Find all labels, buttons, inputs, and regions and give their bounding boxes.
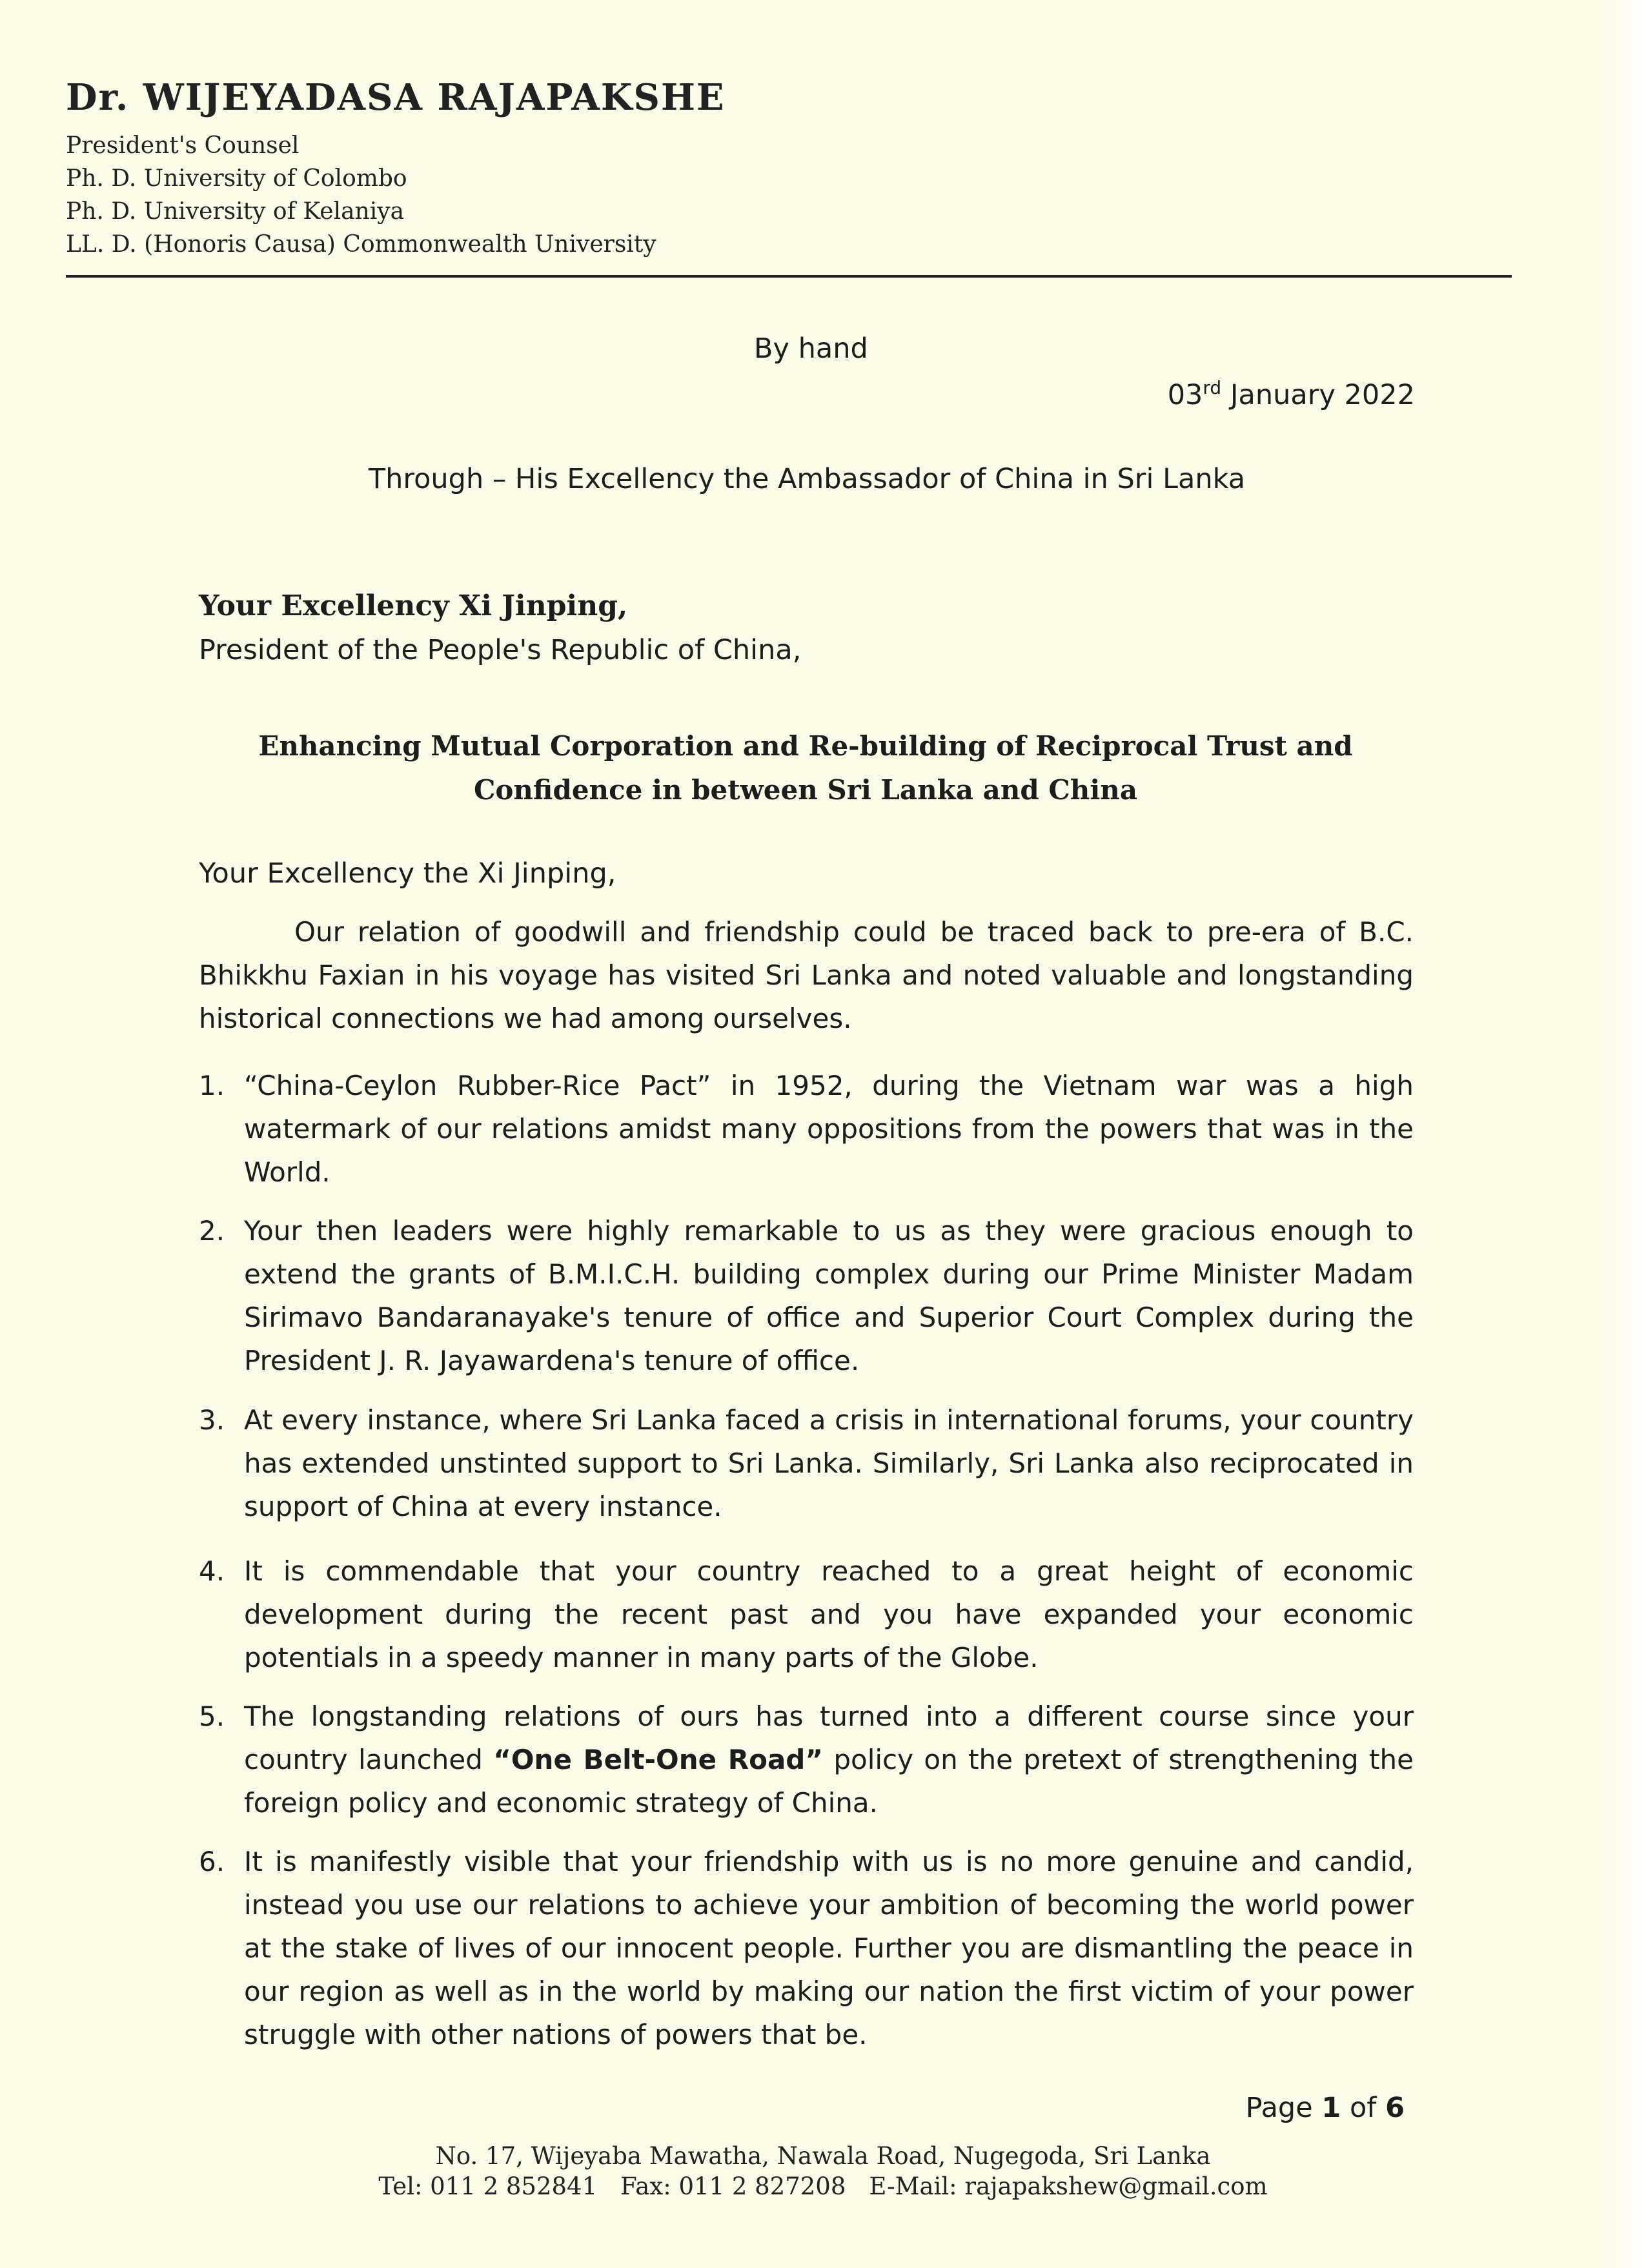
letterhead-divider bbox=[66, 275, 1512, 278]
footer-tel: Tel: 011 2 852841 bbox=[378, 2172, 598, 2200]
item-number: 5. bbox=[199, 1701, 225, 1732]
footer-fax: Fax: 011 2 827208 bbox=[620, 2172, 846, 2200]
item-number: 1. bbox=[199, 1070, 225, 1101]
date-day: 03 bbox=[1167, 379, 1203, 411]
page-of: of bbox=[1349, 2092, 1377, 2124]
item-text: It is manifestly visible that your friendship with us is no more genuine and candid, instead you use our relations to achieve your ambition of becoming the world power at the stake of lives of our innocent people. Further you are dismantling the peace in our region as well as in the world by making our nation the first victim of your power struggle with other nations of powers that be. bbox=[244, 1846, 1414, 2050]
addressee-name: Your Excellency Xi Jinping, bbox=[199, 589, 628, 622]
footer-address: No. 17, Wijeyaba Mawatha, Nawala Road, Nugegoda, Sri Lanka bbox=[435, 2142, 1211, 2170]
intro-paragraph: Our relation of goodwill and friendship could be traced back to pre-era of B.C. Bhikkhu Faxian in his voyage has visited Sri Lanka and noted valuable and longstanding historical connections we had among ourselves. bbox=[199, 916, 1414, 1034]
footer-contact bbox=[0, 2172, 1646, 2200]
item-text: At every instance, where Sri Lanka faced a crisis in international forums, your country has extended unstinted support to Sri Lanka. Similarly, Sri Lanka also reciprocated in support of China at every instance. bbox=[244, 1404, 1414, 1522]
item-number: 4. bbox=[199, 1555, 225, 1587]
page-total: 6 bbox=[1385, 2092, 1405, 2124]
page-current: 1 bbox=[1321, 2092, 1341, 2124]
greeting: Your Excellency the Xi Jinping, bbox=[199, 857, 616, 890]
item-number: 6. bbox=[199, 1846, 225, 1877]
addressee bbox=[199, 589, 801, 666]
item-number: 2. bbox=[199, 1215, 225, 1247]
list-item bbox=[199, 1549, 1414, 1679]
credential-line: LL. D. (Honoris Causa) Commonwealth University bbox=[66, 231, 656, 258]
item-number: 3. bbox=[199, 1404, 225, 1436]
page-label: Page bbox=[1245, 2092, 1313, 2124]
item-text-part: The longstanding relations of ours has turned into a different course since your country launched bbox=[244, 1701, 1414, 1775]
item-text bbox=[244, 1695, 1414, 1824]
item-text: “China-Ceylon Rubber-Rice Pact” in 1952, during the Vietnam war was a high watermark of our relations amidst many oppositions from the powers that was in the World. bbox=[244, 1070, 1414, 1188]
date-suffix: rd bbox=[1203, 377, 1222, 398]
letterhead bbox=[66, 76, 1518, 261]
date-rest: January 2022 bbox=[1221, 379, 1415, 411]
credential-line: Ph. D. University of Colombo bbox=[66, 165, 407, 192]
through-line: Through – His Excellency the Ambassador of China in Sri Lanka bbox=[368, 463, 1246, 495]
item-text: Your then leaders were highly remarkable to us as they were gracious enough to extend the grants of B.M.I.C.H. building complex during our Prime Minister Madam Sirimavo Bandaranayake's tenure of office and Superior Court Complex during the President J. R. Jayawardena's tenure of office. bbox=[244, 1215, 1414, 1376]
subject-line: Confidence in between Sri Lanka and China bbox=[473, 774, 1138, 806]
policy-name: “One Belt-One Road” bbox=[493, 1744, 823, 1775]
item-text-part: policy on the pretext of strengthening the foreign policy and economic strategy of China. bbox=[244, 1744, 1414, 1819]
list-item bbox=[199, 1209, 1414, 1382]
letterhead-name: Dr. WIJEYADASA RAJAPAKSHE bbox=[66, 76, 726, 119]
list-item bbox=[199, 1840, 1414, 2056]
list-item bbox=[199, 1695, 1414, 1824]
page-edge bbox=[1607, 0, 1646, 2268]
addressee-title: President of the People's Republic of China, bbox=[199, 634, 802, 666]
page-number bbox=[1246, 2092, 1405, 2124]
item-text: It is commendable that your country reached to a great height of economic development during the recent past and you have expanded your economic potentials in a speedy manner in many parts of the Globe. bbox=[244, 1555, 1414, 1673]
footer-email: E-Mail: rajapakshew@gmail.com bbox=[869, 2172, 1268, 2200]
list-item bbox=[199, 1398, 1414, 1528]
list-item bbox=[199, 1064, 1414, 1194]
credential-line: Ph. D. University of Kelaniya bbox=[66, 198, 405, 225]
delivery-note: By hand bbox=[754, 332, 868, 365]
letter-subject bbox=[199, 724, 1412, 812]
letter-date bbox=[1168, 379, 1415, 411]
subject-line: Enhancing Mutual Corporation and Re-building of Reciprocal Trust and bbox=[258, 730, 1353, 762]
credential-line: President's Counsel bbox=[66, 132, 300, 159]
